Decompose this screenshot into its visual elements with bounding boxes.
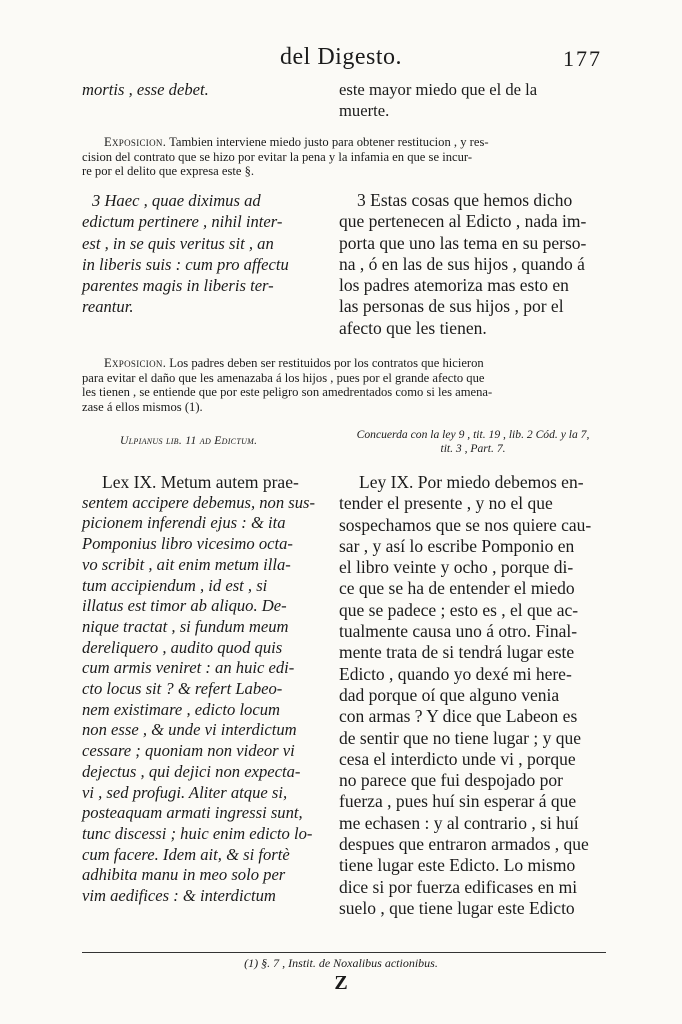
latin-line: dejectus , qui dejici non expecta- bbox=[82, 761, 301, 781]
spanish-line: los padres atemoriza mas esto en bbox=[339, 275, 569, 296]
spanish-line: me echasen : y al contrario , si huí bbox=[339, 812, 579, 833]
latin-line: parentes magis in liberis ter- bbox=[82, 276, 274, 296]
latin-column-2 bbox=[82, 190, 322, 318]
latin-line: picionem inferendi ejus : & ita bbox=[82, 513, 286, 533]
spanish-line: de sentir que no tiene lugar ; y que bbox=[339, 727, 582, 748]
spanish-line: Ley IX. Por miedo debemos en- bbox=[359, 472, 584, 492]
concordance-line: Concuerda con la ley 9 , tit. 19 , lib. 2 Cód. y la 7, bbox=[356, 428, 590, 441]
latin-column-1 bbox=[82, 80, 322, 101]
latin-line: illatus est timor ab aliquo. De- bbox=[82, 596, 287, 616]
exposicion-line: Los padres deben ser restituidos por los contratos que hicieron bbox=[166, 356, 484, 370]
spanish-line: tiene lugar este Edicto. Lo mismo bbox=[339, 855, 576, 876]
latin-line: tum accipiendum , id est , si bbox=[82, 575, 268, 595]
spanish-line: suelo , que tiene lugar este Edicto bbox=[339, 897, 575, 918]
latin-line: est , in se quis veritus sit , an bbox=[82, 233, 274, 253]
latin-line: Lex IX. Metum autem prae- bbox=[102, 472, 299, 492]
exposicion-line: Tambien interviene miedo justo para obtener restitucion , y res- bbox=[166, 135, 489, 149]
spanish-line: ce que se ha de entender el miedo bbox=[339, 578, 575, 599]
spanish-line: con armas ? Y dice que Labeon es bbox=[339, 706, 578, 727]
latin-line: 3 Haec , quae diximus ad bbox=[92, 191, 261, 210]
footnote: (1) §. 7 , Instit. de Noxalibus actionibus. bbox=[244, 956, 438, 970]
spanish-line: dice si por fuerza edificases en mi bbox=[339, 876, 578, 897]
latin-line: vo scribit , ait enim metum illa- bbox=[82, 554, 291, 574]
exposicion-line: cision del contrato que se hizo por evitar la pena y la infamia en que se incur- bbox=[82, 149, 473, 164]
latin-line: tunc discessi ; huic enim edicto lo- bbox=[82, 823, 313, 843]
latin-line: adhibita manu in meo solo per bbox=[82, 865, 286, 885]
spanish-line: despues que entraron armados , que bbox=[339, 834, 589, 855]
page-number: 177 bbox=[563, 46, 602, 71]
latin-line: vi , sed profugi. Aliter atque si, bbox=[82, 782, 288, 802]
latin-line: nique tractat , si fundum meum bbox=[82, 616, 289, 636]
spanish-line: el libro veinte y ocho , porque di- bbox=[339, 557, 574, 578]
latin-line: in liberis suis : cum pro affectu bbox=[82, 254, 289, 274]
exposicion-label: Exposicion. bbox=[104, 135, 167, 149]
spanish-line: que se padece ; esto es , el que ac- bbox=[339, 599, 579, 620]
exposicion-line: zase á ellos mismos (1). bbox=[82, 399, 203, 414]
latin-line: dereliquero , audito quod quis bbox=[82, 637, 283, 657]
spanish-line: sospechamos que se nos quiere cau- bbox=[339, 514, 592, 535]
latin-line: Pomponius libro vicesimo octa- bbox=[82, 534, 293, 554]
spanish-line: fuerza , pues huí sin esperar á que bbox=[339, 791, 577, 812]
spanish-line: 3 Estas cosas que hemos dicho bbox=[357, 190, 573, 210]
running-header-title: del Digesto. bbox=[280, 44, 402, 70]
exposicion-line: les tienen , se entiende que por este peligro son amedrentados como si les amena- bbox=[82, 385, 493, 400]
spanish-line: tualmente causa uno á otro. Final- bbox=[339, 621, 578, 642]
concordance-citation bbox=[339, 428, 607, 456]
signature-mark: Z bbox=[334, 972, 348, 994]
spanish-line: muerte. bbox=[339, 100, 390, 120]
spanish-line: las personas de sus hijos , por el bbox=[339, 296, 564, 317]
spanish-line: cesa el interdicto unde vi , porque bbox=[339, 748, 576, 769]
spanish-line: este mayor miedo que el de la bbox=[339, 80, 538, 99]
latin-line: cum armis veniret : an huic edi- bbox=[82, 658, 295, 678]
concordance-line: tit. 3 , Part. 7. bbox=[440, 442, 506, 455]
exposicion-label: Exposicion. bbox=[104, 356, 167, 370]
spanish-line: na , ó en las de sus hijos , quando á bbox=[339, 253, 585, 274]
latin-line: cum facere. Idem ait, & si fortè bbox=[82, 844, 290, 864]
exposicion-paragraph-1 bbox=[82, 135, 606, 179]
spanish-line: tender el presente , y no el que bbox=[339, 493, 553, 514]
latin-line: nem existimare , edicto locum bbox=[82, 699, 280, 719]
spanish-column-1 bbox=[339, 80, 605, 121]
latin-column-3 bbox=[82, 472, 322, 907]
spanish-column-3 bbox=[339, 472, 605, 919]
exposicion-line: para evitar el daño que les amenazaba á los hijos , pues por el grande afecto que bbox=[82, 370, 485, 385]
source-citation: Ulpianus lib. 11 ad Edictum. bbox=[120, 434, 258, 447]
spanish-line: porta que uno las tema en su perso- bbox=[339, 232, 587, 253]
latin-line: posteaquam armati ingressi sunt, bbox=[82, 803, 303, 823]
spanish-line: dad porque oí que alguno venia bbox=[339, 684, 560, 705]
spanish-line: no parece que fui despojado por bbox=[339, 770, 564, 791]
exposicion-line: re por el delito que expresa este §. bbox=[82, 164, 255, 179]
latin-line: vim aedifices : & interdictum bbox=[82, 886, 276, 906]
exposicion-paragraph-2 bbox=[82, 356, 606, 414]
spanish-line: sar , y así lo escribe Pomponio en bbox=[339, 535, 575, 556]
spanish-column-2 bbox=[339, 190, 605, 339]
spanish-line: que pertenecen al Edicto , nada im- bbox=[339, 211, 587, 232]
latin-line: reantur. bbox=[82, 297, 134, 317]
latin-line: edictum pertinere , nihil inter- bbox=[82, 212, 283, 232]
latin-line: sentem accipere debemus, non sus- bbox=[82, 492, 316, 512]
latin-line: cessare ; quoniam non videor vi bbox=[82, 741, 295, 761]
latin-line: cto locus sit ? & refert Labeo- bbox=[82, 679, 283, 699]
spanish-line: afecto que les tienen. bbox=[339, 317, 487, 338]
latin-line: non esse , & unde vi interdictum bbox=[82, 720, 297, 740]
spanish-line: Edicto , quando yo dexé mi here- bbox=[339, 663, 572, 684]
footnote-rule bbox=[82, 952, 606, 953]
latin-line: mortis , esse debet. bbox=[82, 80, 209, 99]
spanish-line: mente trata de si tendrá lugar este bbox=[339, 642, 575, 663]
